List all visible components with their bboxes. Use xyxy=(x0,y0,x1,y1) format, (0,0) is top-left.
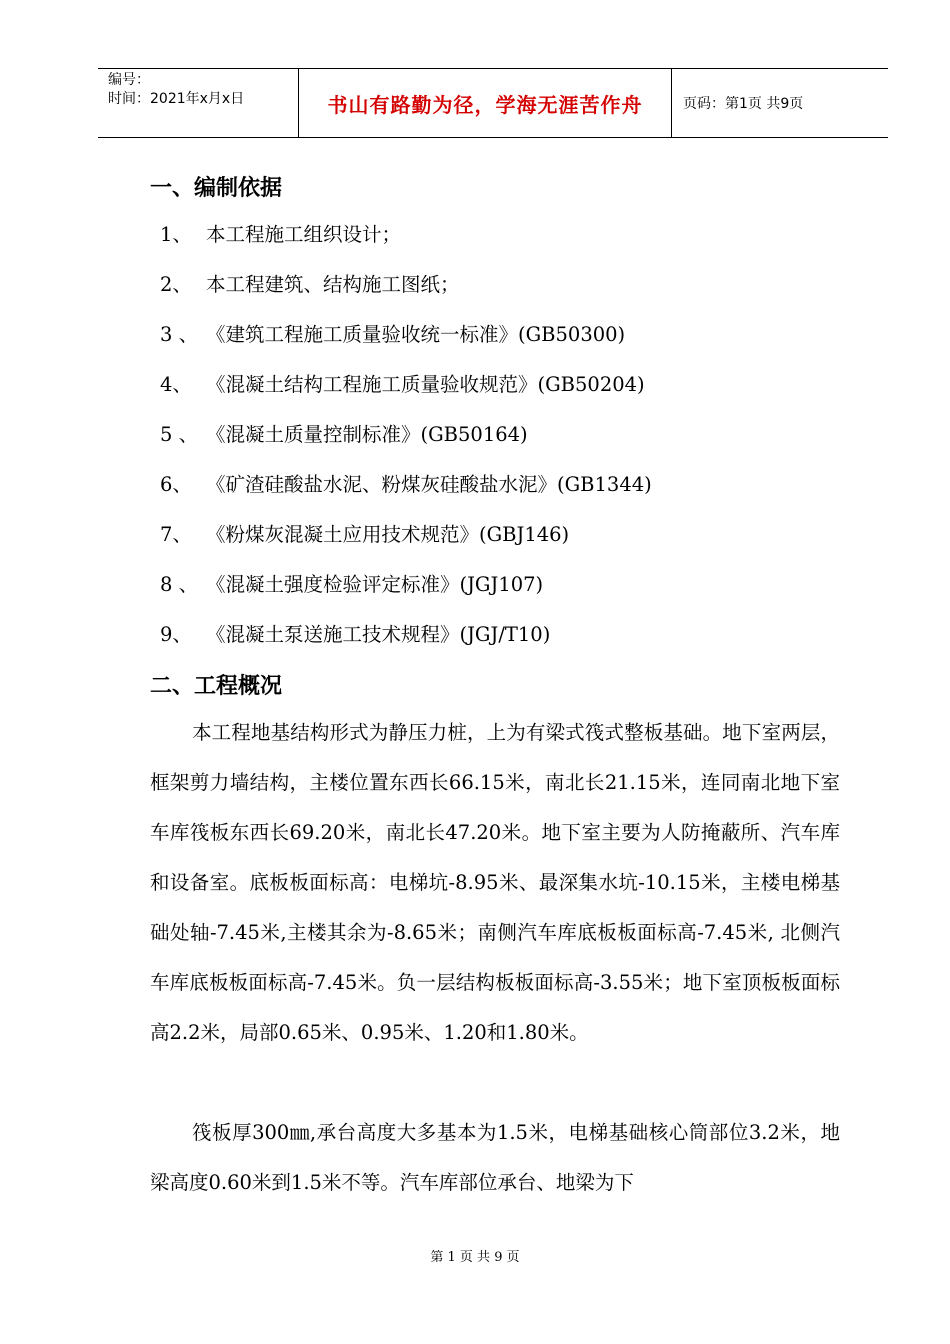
header-meta xyxy=(108,71,298,109)
reference-list xyxy=(160,218,652,668)
time-label: 时间：2021年x月x日 xyxy=(108,91,245,107)
list-item-number: 7、 xyxy=(160,523,192,546)
list-item xyxy=(160,318,652,368)
number-label: 编号： xyxy=(108,72,150,88)
section-heading-overview: 二、工程概况 xyxy=(150,674,283,699)
list-item-number: 8 、 xyxy=(160,573,199,596)
page-footer: 第 1 页 共 9 页 xyxy=(430,1250,520,1265)
list-item-number: 3 、 xyxy=(160,323,199,346)
section-heading-basis: 一、编制依据 xyxy=(150,176,283,201)
header-divider xyxy=(671,69,672,137)
list-item-number: 1、 xyxy=(160,223,192,246)
list-item-text: 《混凝土结构工程施工质量验收规范》(GB50204) xyxy=(206,373,645,396)
overview-paragraph: 本工程地基结构形式为静压力桩，上为有梁式筏式整板基础。地下室两层，框架剪力墙结构，主楼位置东西长66.15米，南北长21.15米，连同南北地下室车库筏板东西长69.20米，南北长47.20米。地下室主要为人防掩蔽所、汽车库和设备室。底板板面标高：电梯坑-8.95米、最深集水坑-10.15米，主楼电梯基础处轴-7.45米,主楼其余为-8.65米；南侧汽车库底板板面标高-7.45米, 北侧汽车库底板板面标高-7.45米。负一层结构板板面标高-3.55米；地下室顶板板面标高2.2米，局部0.65米、0.95米、1.20和1.80米。 xyxy=(150,721,840,1044)
header-page-info: 页码：第1页 共9页 xyxy=(683,96,804,112)
list-item-text: 《混凝土泵送施工技术规程》(JGJ/T10) xyxy=(206,623,551,646)
header-motto: 书山有路勤为径，学海无涯苦作舟 xyxy=(327,92,643,117)
list-item-number: 5 、 xyxy=(160,423,199,446)
list-item-text: 《粉煤灰混凝土应用技术规范》(GBJ146) xyxy=(206,523,570,546)
list-item xyxy=(160,518,652,568)
list-item xyxy=(160,368,652,418)
list-item-number: 2、 xyxy=(160,273,192,296)
list-item-text: 《矿渣硅酸盐水泥、粉煤灰硅酸盐水泥》(GB1344) xyxy=(206,473,652,496)
list-item-number: 9、 xyxy=(160,623,192,646)
list-item xyxy=(160,568,652,618)
list-item-text: 《混凝土质量控制标准》(GB50164) xyxy=(206,423,528,446)
list-item xyxy=(160,218,652,268)
overview-paragraph: 筏板厚300㎜,承台高度大多基本为1.5米，电梯基础核心筒部位3.2米，地梁高度0.60米到1.5米不等。汽车库部位承台、地梁为下 xyxy=(150,1121,840,1194)
list-item-number: 6、 xyxy=(160,473,192,496)
document-header xyxy=(98,68,888,138)
list-item-text: 本工程建筑、结构施工图纸； xyxy=(206,273,460,296)
list-item-text: 本工程施工组织设计； xyxy=(206,223,402,246)
list-item xyxy=(160,268,652,318)
list-item-text: 《建筑工程施工质量验收统一标准》(GB50300) xyxy=(206,323,626,346)
list-item xyxy=(160,468,652,518)
list-item xyxy=(160,618,652,668)
list-item xyxy=(160,418,652,468)
list-item-text: 《混凝土强度检验评定标准》(JGJ107) xyxy=(206,573,544,596)
list-item-number: 4、 xyxy=(160,373,192,396)
